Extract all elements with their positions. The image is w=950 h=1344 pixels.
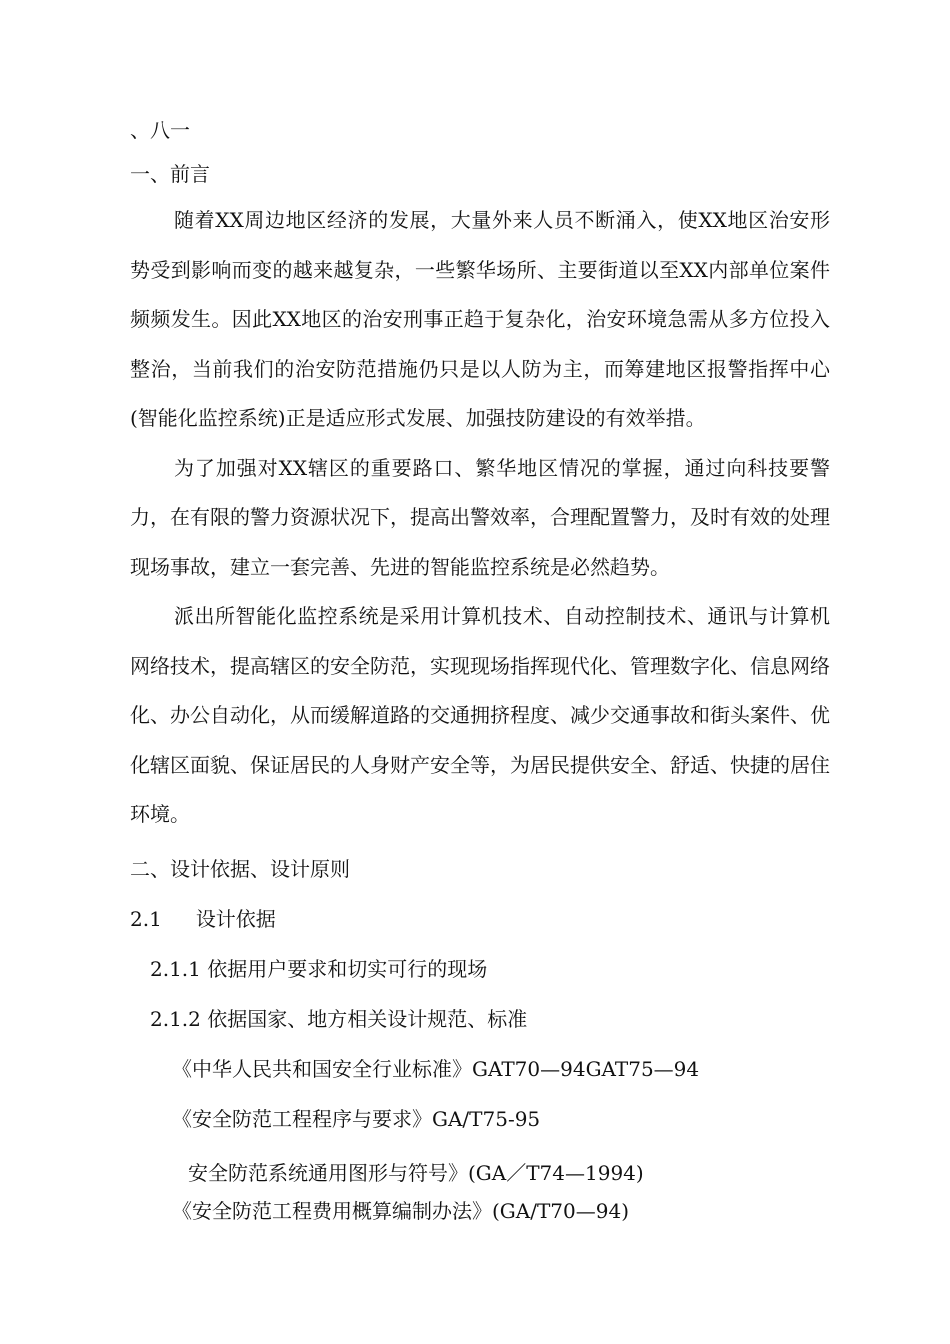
subsection-2-1-number: 2.1: [130, 907, 162, 931]
standard-item-1: 《中华人民共和国安全行业标准》GAT70—94GAT75—94: [172, 1057, 700, 1081]
subsection-2-1-2: 2.1.2 依据国家、地方相关设计规范、标准: [150, 1007, 528, 1031]
standard-item-3: 安全防范系统通用图形与符号》(GA／T74—1994): [188, 1161, 644, 1185]
preface-body: [130, 196, 830, 840]
standard-item-4: 《安全防范工程费用概算编制办法》(GA/T70—94): [172, 1199, 630, 1223]
subsection-2-1: [130, 906, 276, 932]
paragraph-2: 为了加强对XX辖区的重要路口、繁华地区情况的掌握，通过向科技要警力，在有限的警力资源状况下，提高出警效率，合理配置警力，及时有效的处理现场事故，建立一套完善、先进的智能监控系统是必然趋势。: [130, 455, 830, 579]
subsection-2-1-1: 2.1.1 依据用户要求和切实可行的现场: [150, 957, 488, 981]
paragraph-3: 派出所智能化监控系统是采用计算机技术、自动控制技术、通讯与计算机网络技术，提高辖区的安全防范，实现现场指挥现代化、管理数字化、信息网络化、办公自动化，从而缓解道路的交通拥挤程度、减少交通事故和街头案件、优化辖区面貌、保证居民的人身财产安全等，为居民提供安全、舒适、快捷的居住环境。: [130, 604, 830, 826]
standard-item-2: 《安全防范工程程序与要求》GA/T75-95: [172, 1107, 541, 1131]
top-mark: 、八一: [130, 118, 190, 142]
paragraph-1: 随着XX周边地区经济的发展，大量外来人员不断涌入，使XX地区治安形势受到影响而变的越来越复杂，一些繁华场所、主要街道以至XX内部单位案件频频发生。因此XX地区的治安刑事正趋于复杂化，治安环境急需从多方位投入整治，当前我们的治安防范措施仍只是以人防为主，而筹建地区报警指挥中心(智能化监控系统)正是适应形式发展、加强技防建设的有效举措。: [130, 208, 830, 430]
section-heading-design: 二、设计依据、设计原则: [130, 857, 350, 881]
section-heading-preface: 一、前言: [130, 162, 210, 186]
subsection-2-1-title: 设计依据: [195, 907, 276, 931]
